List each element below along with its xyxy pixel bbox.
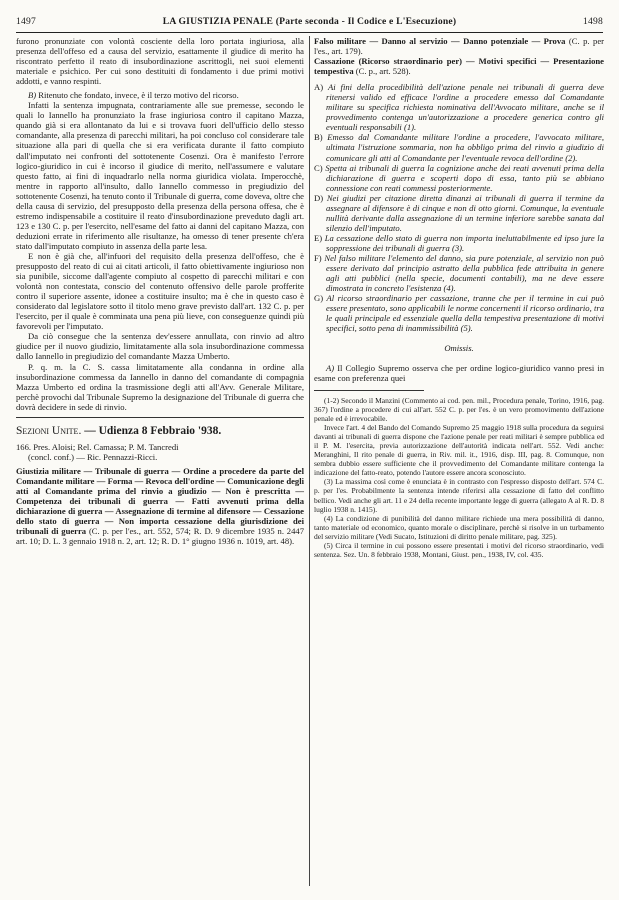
principle-item: F) Nel falso militare l'elemento del danno, sia pure potenziale, al servizio non può essere derivato dal principio astratto della pubblica fede attribuita in genere agli atti pubblici (nella specie, documenti contabili), ma ne deve essere dimostrata in concreto l'esistenza (4). <box>314 252 604 294</box>
paragraph: Da ciò consegue che la sentenza dev'essere annullata, con rinvio ad altro giudice per il nuovo giudizio, limitatamente alla sola insubordinazione commessa dallo Iannello in pregiudizio del comandante Mazza Umberto. <box>16 331 304 362</box>
paragraph: B) Ritenuto che fondato, invece, è il terzo motivo del ricorso. <box>28 90 239 101</box>
omissis-marker: Omissis. <box>444 343 474 354</box>
principles-list <box>314 82 604 333</box>
principle-item: B) Emesso dal Comandante militare l'ordine a procedere, l'avvocato militare, ultimata l'istruzione sommaria, non ha obbligo prima del rinvio a giudizio di comunicare gli atti al Comandante per l'eventuale revoca dell'ordine (2). <box>314 132 605 163</box>
massima: Falso militare — Danno al servizio — Danno potenziale — Prova (C. p. per l'es., art. 179). <box>314 36 604 57</box>
case-line: 166. Pres. Aloisi; Rel. Camassa; P. M. Tancredi <box>16 441 179 452</box>
paragraph: E non è già che, all'infuori del requisito della presenza dell'offeso, che è presupposto del reato di cui ai citati articoli, il fatto obiettivamente ingiurioso non sia punibile, siccome dall'agente compiuto al cospetto di parecchi militari e con volontà non contestata, conscio del contenuto offensivo delle parole profferite contro il superiore assente, idonee a costituire insulto; ma è che in questo caso è considerato dal legislatore sotto il titolo meno grave previsto dall'art. 132 C. p. per l'esercito, per il quale è comminata una pena più lieve, con conseguenze quindi più favorevoli per l'imputato. <box>16 250 304 332</box>
page-number-right: 1498 <box>583 16 603 27</box>
paragraph: P. q. m. la C. S. cassa limitatamente alla condanna in ordine alla insubordinazione commessa da Iannello in danno del comandante di compagnia Mazza Umberto ed ordina la trasmissione degli atti all'Avv. Generale Militare, perchè provochi dal Tribunale Supremo la designazione del Tribunale di guerra che dovrà decidere in sede di rinvio. <box>16 361 304 412</box>
page-number-left: 1497 <box>16 16 36 27</box>
principle-item: A) Ai fini della procedibilità dell'azione penale nei tribunali di guerra deve ritenersi valido ed efficace l'ordine a procedere emesso dal Comandante militare su specifica richiesta nominativa dell'Avvocato militare, anche se il provvedimento contenga un'autorizzazione a procedere generica contro gli eventuali responsabili (1). <box>314 82 604 133</box>
header-rule <box>16 32 603 33</box>
paragraph: Infatti la sentenza impugnata, contrariamente alle sue premesse, secondo le quali lo Iannello ha pronunziato la frase ingiuriosa contro il capitano Mazza, quando già si era allontanato da lui e si trovava fuori dell'ufficio dello stesso comandante, alla presenza di parecchi militari, ha poi concluso col considerare tale situazione alla pari di quella che si era verificata durante il fatto compiuto dall'imputato nei confronti del sottotenente Cosenzi. Ora è manifesto l'errore logico-giuridico in cui è incorso il giudice di merito, nell'assumere e valutare questo fatto, ai fini di inquadrarlo nella norma giuridica violata. Imperocchè, mentre in rapporto all'insulto, dallo Iannello commesso in pregiudizio del sottotenente Cosenzi, ha tenuto conto il Tribunale di guerra, come doveva, oltre che della causa di servizio, del presupposto della presenza della persona offesa, che è estremo indispensabile a costituire il reato d'insubordinazione preveduto dagli art. 123 e 130 C. p. per l'esercito, nell'esame del fatto ai danni del capitano Mazza, con deduzioni errate in riferimento alle risultanze, ha omesso di tener presente ch'era stato dall'imputato compiuto in assenza della parte lesa. <box>16 100 304 251</box>
principle-item: D) Nei giudizi per citazione diretta dinanzi ai tribunali di guerra il termine da assegnare al difensore è di cinque e non di otto giorni. Comunque, la eventuale nullità derivante dalla assegnazione di un termine inferiore sarebbe sanata dal silenzio dell'imputato. <box>314 192 604 233</box>
right-column <box>314 36 604 559</box>
footnote: (5) Circa il termine in cui possono essere presentati i motivi del ricorso straordinario, vedi sentenza. Sez. Un. 8 febbraio 1938, Montani, Giust. pen., 1938, IV, col. 435. <box>314 541 604 560</box>
principle-item: G) Al ricorso straordinario per cassazione, tranne che per il termine in cui può essere presentato, sono applicabili le norme concernenti il ricorso ordinario, tra le quali principale ed essenziale quella della tempestiva presentazione di motivi specifici, sotto pena di inammissibilità (5). <box>314 293 604 334</box>
footnote: (1-2) Secondo il Manzini (Commento ai cod. pen. mil., Procedura penale, Torino, 1916, pag. 367) l'ordine a procedere di cui all'art. 552 C. p. per l'es. è un vero promovimento dell'azione penale ed è irrevocabile. <box>314 395 604 423</box>
paragraph: A) Il Collegio Supremo osserva che per ordine logico-giuridico vanno presi in esame con preferenza quei <box>314 363 604 384</box>
journal-title: LA GIUSTIZIA PENALE (Parte seconda - Il Codice e L'Esecuzione) <box>162 16 457 27</box>
principle-item: E) La cessazione dello stato di guerra non importa ineluttabilmente ed ipso jure la soppressione dei tribunali di guerra (3). <box>314 232 604 253</box>
massima: Cassazione (Ricorso straordinario per) — Motivi specifici — Presentazione tempestiva (C. p., art. 528). <box>314 56 604 77</box>
left-column <box>16 36 304 546</box>
footnote: (4) La condizione di punibilità del danno militare richiede una mera possibilità di danno, tanto materiale od economico, quanto morale o disciplinare, perchè si risolve in un turbamento del servizio militare (Vedi Sucato, Istituzioni di diritto penale militare, pag. 325). <box>314 513 604 541</box>
principle-item: C) Spetta ai tribunali di guerra la cognizione anche dei reati avvenuti prima della dichiarazione di guerra e scoperti dopo di essa, tanto più se abbiano connessione con reati commessi posteriormente. <box>314 162 604 193</box>
section-rule <box>16 417 304 418</box>
massima: Giustizia militare — Tribunale di guerra — Ordine a procedere da parte del Comandante militare — Forma — Revoca dell'ordine — Comunicazione degli atti al Comandante prima del rinvio a giudizio — Non è prescritta — Competenza dei tribunali di guerra — Fatti avvenuti prima della dichiarazione di guerra — Assegnazione di termine al difensore — Cessazione dello stato di guerra — Non importa cessazione della giurisdizione dei tribunali di guerra (C. p. per l'es., art. 552, 574; R. D. 9 dicembre 1935 n. 2447 art. 10; D. L. 3 gennaio 1918 n. 2, art. 12; R. D. 1° giugno 1936 n. 1019, art. 48). <box>16 465 304 547</box>
page-header <box>16 14 603 30</box>
section-heading: Sezioni Unite. — Udienza 8 Febbraio '938. <box>16 424 222 437</box>
footnote: (3) La massima così come è enunciata è in contrasto con l'espresso disposto dell'art. 574 C. p. per l'es. Probabilmente la sentenza intende riferirsi alla cessazione di fatto del conflitto bellico. Vedi anche gli art. 11 e 24 della recente importante legge di guerra (allegato A al R. D. 8 luglio 1938 n. 1415). <box>314 477 604 514</box>
case-line: (concl. conf.) — Ric. Pennazzi-Ricci. <box>28 451 158 462</box>
footnote-rule <box>314 390 424 391</box>
paragraph: furono pronunziate con volontà cosciente della loro portata ingiuriosa, alla presenza dell'offeso ed a causa del servizio, esattamente il giudice di merito ha riscontrato perfetto il reato di insubordinazione ascrittogli, nei suoi elementi materiale e psichico. Per cui sono destituiti di fondamento i due primi motivi addotti, e vanno respinti. <box>16 36 304 87</box>
footnotes <box>314 396 604 560</box>
footnote: Invece l'art. 4 del Bando del Comando Supremo 25 maggio 1918 sulla procedura da seguirsi davanti ai tribunali di guerra dispone che l'azione penale per reati militari è sempre pubblica ed il P. M. l'esercita, previa autorizzazione dell'autorità indicata nell'art. 552. Vedi anche: Meranghini, Il rito penale di guerra, in Riv. mil. it., 1916, disp. III, pag. 8. Comunque, non sembra dubbio essere sufficiente che il provvedimento del Comandante militare contenga la indicazione del fatto-reato, potendo l'autore essere ancora sconosciuto. <box>314 422 604 478</box>
column-divider <box>309 36 310 886</box>
